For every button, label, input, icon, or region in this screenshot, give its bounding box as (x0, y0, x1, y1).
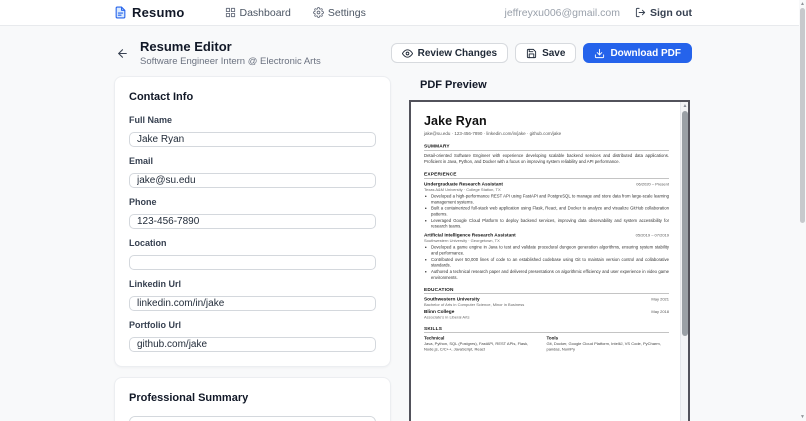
linkedin-url-input[interactable] (129, 296, 376, 311)
school-date: May 2021 (651, 297, 669, 302)
save-floppy-icon (526, 48, 537, 59)
main-content (114, 26, 692, 421)
resume-education-entry (424, 297, 669, 308)
resume-education-entry (424, 309, 669, 320)
job-bullet: • Developed a game engine in Java to test and validate procedural dungeon generation algorithms, ensuring system stability and performance. (431, 245, 669, 257)
brand-name: Resumo (132, 5, 185, 20)
page-title: Resume Editor (140, 39, 232, 54)
pdf-preview-box[interactable] (409, 100, 690, 421)
window-scrollbar[interactable] (799, 0, 806, 421)
resume-summary-heading: SUMMARY (424, 144, 669, 151)
resume-contact-line: jake@su.edu · 123-456-7890 · linkedin.com/in/jake · github.com/jake (424, 131, 562, 136)
phone-input[interactable] (129, 214, 376, 229)
nav-dashboard-label: Dashboard (239, 6, 291, 19)
professional-summary-title: Professional Summary (129, 392, 249, 404)
linkedin-url-label: Linkedin Url (129, 279, 182, 289)
top-navbar (0, 0, 806, 26)
back-button[interactable] (114, 45, 131, 62)
skills-technical-list: Java, Python, SQL (Postgres), FastAPI, REST APIs, Flask, Node.js, C/C++, JavaScript, React (424, 341, 529, 352)
preview-scroll-up-icon[interactable]: ▲ (682, 103, 688, 109)
contact-info-card (114, 76, 391, 367)
resume-skills (424, 336, 669, 353)
job-bullet: • Authored a technical research paper and delivered presentations on algorithmic efficiency and user experience in video game environments. (431, 269, 669, 281)
portfolio-url-label: Portfolio Url (129, 320, 181, 330)
full-name-label: Full Name (129, 115, 173, 125)
skills-technical-label: Technical (424, 335, 445, 341)
job-organization: Southwestern University · Georgetown, TX (424, 238, 500, 244)
resume-experience-entry (424, 181, 669, 229)
preview-scrollbar[interactable] (680, 102, 688, 421)
email-input[interactable] (129, 173, 376, 188)
school-name: Blinn College (424, 309, 455, 315)
job-organization: Texas A&M University · College Station, TX (424, 187, 501, 192)
document-logo-icon (114, 6, 127, 19)
job-bullet: • Leveraged Google Cloud Platform to deploy backend services, improving data observability and system accessibility for research teams. (431, 218, 669, 230)
window-scrollbar-thumb[interactable] (800, 8, 805, 223)
location-label: Location (129, 238, 167, 248)
location-input[interactable] (129, 255, 376, 270)
summary-textarea[interactable] (129, 416, 376, 421)
gear-icon (313, 7, 324, 18)
job-title: Undergraduate Research Assistant (424, 181, 504, 187)
sign-out-label: Sign out (650, 6, 692, 19)
full-name-input[interactable] (129, 132, 376, 147)
school-name: Southwestern University (424, 296, 480, 303)
resume-education-heading: EDUCATION (424, 287, 669, 294)
logout-icon (635, 7, 646, 18)
nav-dashboard[interactable] (225, 7, 291, 19)
eye-icon (402, 48, 413, 59)
dashboard-grid-icon (225, 7, 236, 18)
resume-experience-heading: EXPERIENCE (424, 171, 669, 178)
resume-name: Jake Ryan (424, 114, 487, 128)
arrow-left-icon (116, 47, 129, 60)
job-bullet: • Contributed over 50,000 lines of code to an established codebase using Git to maintain version control and collaborative standards. (431, 257, 669, 269)
scroll-up-icon[interactable]: ▲ (800, 1, 805, 7)
resume-experience-entry (424, 233, 669, 281)
resume-summary-text: Detail-oriented Software Engineer with experience developing scalable backend services and distributed data applications. Proficient in Java, Python, and Docker with a focus on improving system reliability and API performance. (424, 153, 669, 164)
preview-scrollbar-thumb[interactable] (682, 111, 688, 336)
download-pdf-button[interactable]: Download PDF (583, 43, 692, 63)
contact-info-title: Contact Info (129, 91, 194, 103)
resume-skills-heading: SKILLS (424, 326, 669, 333)
pdf-page (411, 102, 682, 421)
email-label: Email (129, 156, 154, 166)
school-degree: Associate's in Liberal Arts (424, 315, 470, 320)
job-title: Artificial Intelligence Research Assistant (424, 232, 516, 239)
school-date: May 2018 (651, 309, 669, 315)
portfolio-url-input[interactable] (129, 337, 376, 352)
save-button[interactable]: Save (515, 43, 576, 63)
job-bullet: • Developed a high-performance REST API using FastAPI and PostgreSQL to manage and store data from large-scale learning management systems. (431, 193, 669, 205)
nav-settings[interactable] (313, 7, 366, 19)
editor-form-column (114, 76, 391, 421)
review-changes-button[interactable]: Review Changes (391, 43, 508, 63)
school-degree: Bachelor of Arts in Computer Science, Minor in Business (424, 302, 525, 308)
skills-tools-list: Git, Docker, Google Cloud Platform, IntelliJ, VS Code, PyCharm, pandas, NumPy (546, 341, 661, 352)
professional-summary-card (114, 377, 391, 421)
user-email: jeffreyxu006@gmail.com (504, 6, 620, 19)
page-subtitle: Software Engineer Intern @ Electronic Arts (140, 56, 321, 67)
app-logo[interactable] (114, 5, 185, 20)
sign-out-button[interactable] (635, 7, 692, 19)
pdf-preview-title: PDF Preview (420, 79, 487, 91)
skills-tools-label: Tools (546, 335, 559, 341)
job-dates: 06/2020 – Present (636, 181, 669, 187)
page-header (114, 39, 692, 67)
job-bullet: • Built a containerized full-stack web application using Flask, React, and Docker to analyze and visualize GitHub collaboration patterns. (431, 206, 669, 218)
phone-label: Phone (129, 197, 157, 207)
download-icon (594, 48, 605, 59)
job-dates: 05/2019 – 07/2019 (635, 233, 669, 238)
nav-settings-label: Settings (327, 6, 366, 19)
scroll-down-icon[interactable]: ▼ (800, 414, 805, 420)
pdf-preview-column (409, 76, 692, 421)
